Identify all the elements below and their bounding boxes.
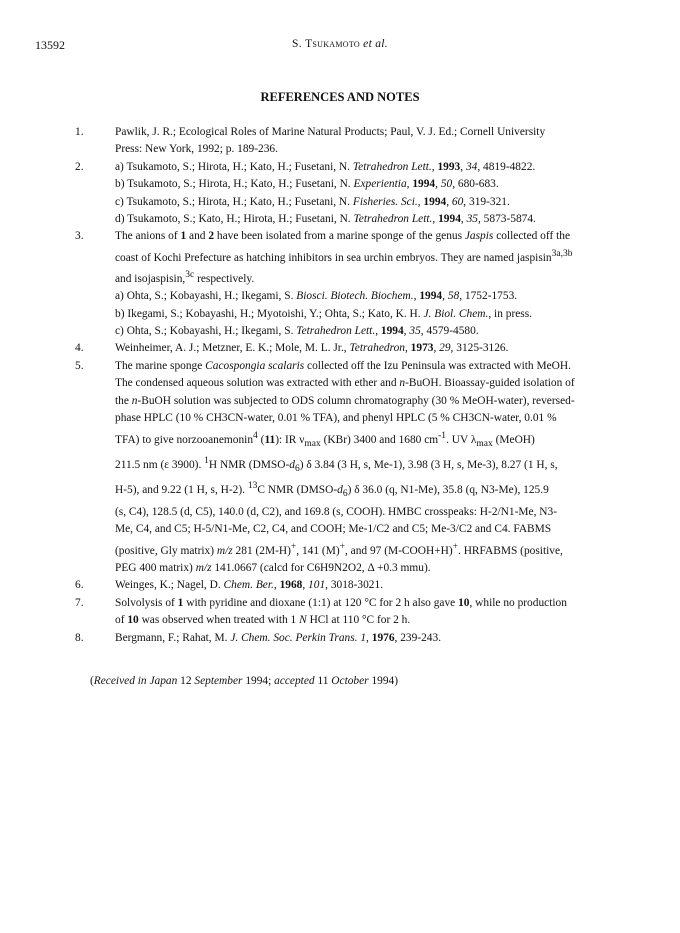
reference-line: TFA) to give norzooanemonin$^4$ (11): IR $\nu_{max}$ (KBr) 3400 and 1680 $cm^{-1}$. UV $\lambda_{max}$ (MeOH) (115, 430, 535, 449)
reference-line: b) Tsukamoto, S.; Hirota, H.; Kato, H.; Fusetani, N. Experientia, 1994, 50, 680-683. (115, 178, 499, 191)
reference-line: Pawlik, J. R.; Ecological Roles of Marine Natural Products; Paul, V. J. Ed.; Cornell University (115, 126, 546, 138)
reference-line: The condensed aqueous solution was extracted with ether and n-BuOH. Bioassay-guided isolation of (115, 377, 575, 390)
reference-line: a) Ohta, S.; Kobayashi, H.; Ikegami, S. Biosci. Biotech. Biochem., 1994, 58, 1752-1753. (115, 290, 518, 303)
reference-line: Me, C4, and C5; H-5/N1-Me, C2, C4, and COOH; Me-1/C2 and C5; Me-3/C2 and C4. FABMS (115, 523, 552, 536)
author-name: Tsukamoto (305, 38, 360, 50)
reference-line: The marine sponge Cacospongia scalaris collected off the Izu Peninsula was extracted with MeOH. (115, 359, 571, 372)
reference-line: coast of Kochi Prefecture as hatching inhibitors in sea urchin embryos. They are named jaspisin$^{3a,3b}$ (115, 248, 573, 264)
reference-line: of 10 was observed when treated with 1 N HCl at 110 °C for 2 h. (115, 614, 411, 627)
reference-line: and isojaspisin,$^{3c}$ respectively. (115, 270, 255, 285)
reference-2 (75, 159, 615, 229)
reference-line: The anions of 1 and 2 have been isolated from a marine sponge of the genus Jaspis collected off the (115, 230, 571, 243)
reference-list (75, 124, 615, 647)
reference-line: c) Tsukamoto, S.; Hirota, H.; Kato, H.; Fusetani, N. Fisheries. Sci., 1994, 60, 319-321. (115, 195, 510, 208)
reference-4 (75, 340, 615, 357)
reference-line: (s, C4), 128.5 (d, C5), 140.0 (d, C2), and 169.8 (s, COOH). HMBC crosspeaks: H-2/N1-Me, N3- (115, 505, 557, 518)
reference-number: 8. (75, 631, 84, 644)
reference-line: PEG 400 matrix) m/z 141.0667 (calcd for C6H9N2O2, Δ +0.3 mmu). (115, 561, 431, 574)
reference-line: Weinges, K.; Nagel, D. Chem. Ber., 1968, 101, 3018-3021. (115, 579, 384, 592)
reference-number: 4. (75, 342, 84, 355)
running-head (0, 38, 680, 50)
reference-number: 6. (75, 579, 84, 592)
reference-line: b) Ikegami, S.; Kobayashi, H.; Myotoishi, Y.; Ohta, S.; Kato, K. H. J. Biol. Chem., in press. (115, 307, 533, 320)
reference-line: Weinheimer, A. J.; Metzner, E. K.; Mole, M. L. Jr., Tetrahedron, 1973, 29, 3125-3126. (115, 342, 509, 355)
et-al: et al. (359, 38, 388, 50)
reference-5 (75, 358, 615, 578)
reference-number: 5. (75, 359, 84, 372)
reference-6 (75, 577, 615, 594)
reference-line: phase HPLC (10 % CH3CN-water, 0.01 % TFA), and phenyl HPLC (5 % CH3CN-water, 0.01 % (115, 412, 557, 425)
section-title: REFERENCES AND NOTES (260, 90, 420, 104)
author-initial: S. (292, 38, 306, 50)
reference-line: d) Tsukamoto, S.; Kato, H.; Hirota, H.; Fusetani, N. Tetrahedron Lett., 1994, 35, 5873-5874. (115, 213, 536, 226)
reference-3 (75, 228, 615, 340)
reference-line: c) Ohta, S.; Kobayashi, H.; Ikegami, S. Tetrahedron Lett., 1994, 35, 4579-4580. (115, 325, 479, 338)
page-number: 13592 (35, 38, 65, 52)
reference-line: Bergmann, F.; Rahat, M. J. Chem. Soc. Perkin Trans. 1, 1976, 239-243. (115, 631, 442, 644)
reference-1 (75, 124, 615, 159)
reference-line: the n-BuOH solution was subjected to ODS column chromatography (30 % MeOH-water), reversed- (115, 394, 575, 407)
reference-number: 2. (75, 160, 84, 173)
reference-line: (positive, Gly matrix) m/z 281 (2M-H)+, 141 (M)+, and 97 (M-COOH+H)+. HRFABMS (positive, (115, 541, 563, 557)
reference-number: 3. (75, 230, 84, 243)
reference-number: 1. (75, 126, 84, 138)
reference-line: Solvolysis of 1 with pyridine and dioxane (1:1) at 120 °C for 2 h also gave 10, while no production (115, 596, 567, 609)
reference-line: H-5), and 9.22 (1 H, s, H-2). $^{13}$C NMR $(DMSO-d_6)$ δ 36.0 (q, N1-Me), 35.8 (q, N3-Me), 125.9 (115, 481, 549, 500)
reference-line: a) Tsukamoto, S.; Hirota, H.; Kato, H.; Fusetani, N. Tetrahedron Lett., 1993, 34, 4819-4822. (115, 160, 536, 173)
reference-number: 7. (75, 596, 84, 609)
reference-line: 211.5 nm (ε 3900). $^1$H NMR $(DMSO-d_6)$ δ 3.84 (3 H, s, Me-1), 3.98 (3 H, s, Me-3), 8.27 (1 H, s, (115, 455, 558, 475)
reference-8 (75, 630, 615, 647)
received-dates: (Received in Japan 12 September 1994; accepted 11 October 1994) (90, 675, 399, 687)
reference-7 (75, 595, 615, 630)
reference-line: Press: New York, 1992; p. 189-236. (115, 143, 278, 156)
